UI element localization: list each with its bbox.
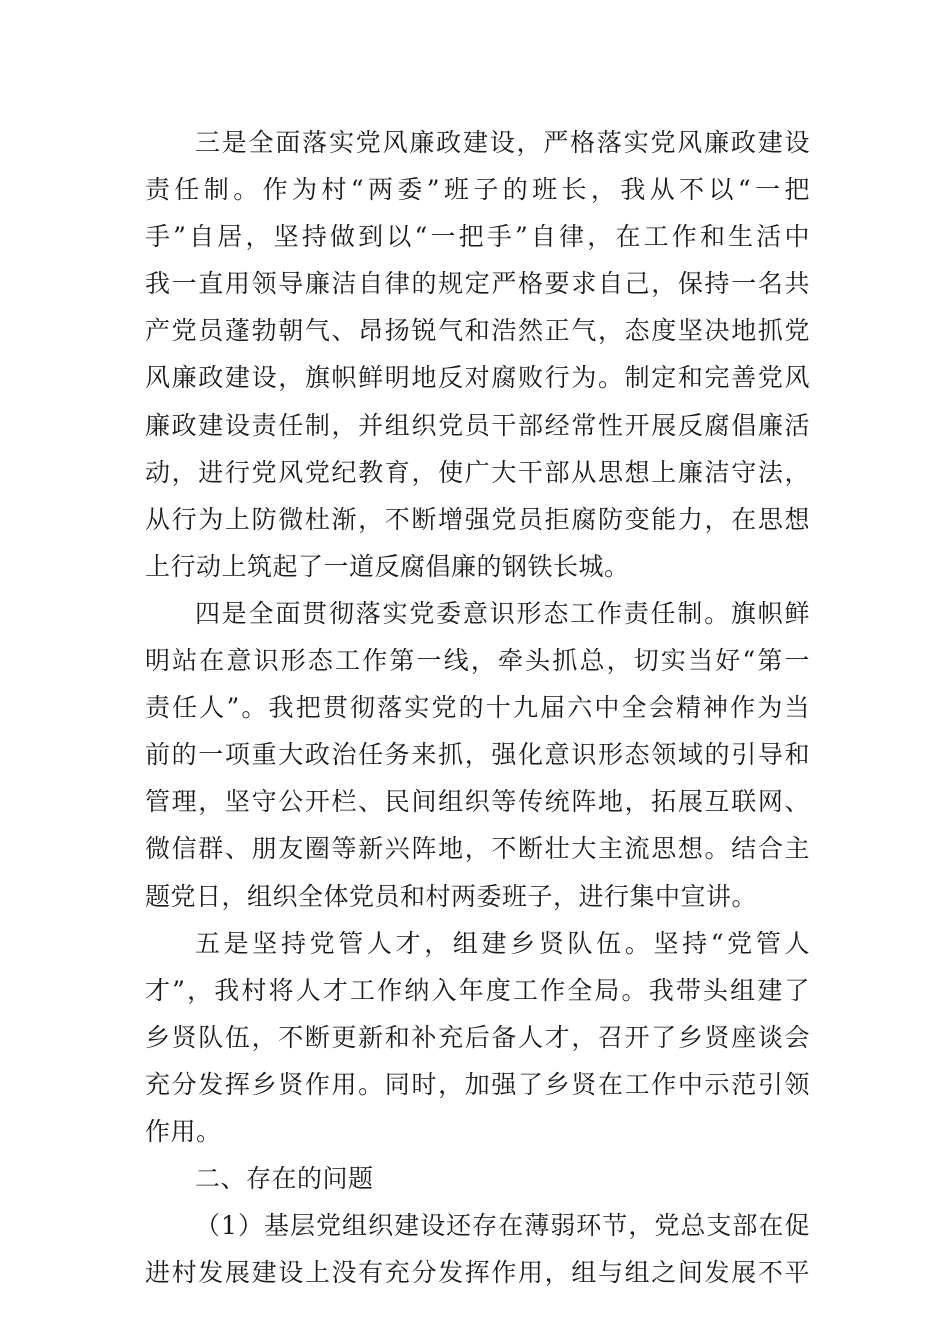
text-line: 责任人”。我把贯彻落实党的十九届六中全会精神作为当 xyxy=(145,693,810,723)
text-line: 充分发挥乡贤作用。同时，加强了乡贤在工作中示范引领 xyxy=(145,1069,810,1099)
text-line: 乡贤队伍，不断更新和补充后备人才，召开了乡贤座谈会 xyxy=(145,1022,810,1052)
text-line: 手”自居，坚持做到以“一把手”自律，在工作和生活中 xyxy=(145,222,810,252)
text-line: 前的一项重大政治任务来抓，强化意识形态领域的引导和 xyxy=(145,740,810,770)
text-line: 作用。 xyxy=(145,1116,222,1146)
text-line: 进村发展建设上没有充分发挥作用，组与组之间发展不平 xyxy=(145,1258,810,1288)
text-line: 责任制。作为村“两委”班子的班长，我从不以“一把 xyxy=(145,175,810,205)
text-line: 二、存在的问题 xyxy=(195,1164,374,1194)
text-line: （1）基层党组织建设还存在薄弱环节，党总支部在促 xyxy=(195,1211,810,1241)
text-line: 廉政建设责任制，并组织党员干部经常性开展反腐倡廉活 xyxy=(145,410,810,440)
text-line: 微信群、朋友圈等新兴阵地，不断壮大主流思想。结合主 xyxy=(145,834,810,864)
text-line: 明站在意识形态工作第一线，牵头抓总，切实当好“第一 xyxy=(145,646,810,676)
text-line: 才”，我村将人才工作纳入年度工作全局。我带头组建了 xyxy=(145,975,810,1005)
text-line: 题党日，组织全体党员和村两委班子，进行集中宣讲。 xyxy=(145,881,758,911)
text-line: 动，进行党风党纪教育，使广大干部从思想上廉洁守法， xyxy=(145,457,810,487)
text-line: 三是全面落实党风廉政建设，严格落实党风廉政建设 xyxy=(195,128,810,157)
text-line: 五是坚持党管人才，组建乡贤队伍。坚持“党管人 xyxy=(195,928,810,958)
body-text xyxy=(145,119,810,1296)
text-line: 我一直用领导廉洁自律的规定严格要求自己，保持一名共 xyxy=(145,269,810,299)
text-line: 管理，坚守公开栏、民间组织等传统阵地，拓展互联网、 xyxy=(145,787,810,817)
text-line: 四是全面贯彻落实党委意识形态工作责任制。旗帜鲜 xyxy=(195,598,810,628)
text-line: 风廉政建设，旗帜鲜明地反对腐败行为。制定和完善党风 xyxy=(145,363,810,393)
text-line: 产党员蓬勃朝气、昂扬锐气和浩然正气，态度坚决地抓党 xyxy=(145,316,810,346)
text-line: 从行为上防微杜渐，不断增强党员拒腐防变能力，在思想 xyxy=(145,504,810,534)
text-line: 上行动上筑起了一道反腐倡廉的钢铁长城。 xyxy=(145,551,630,581)
